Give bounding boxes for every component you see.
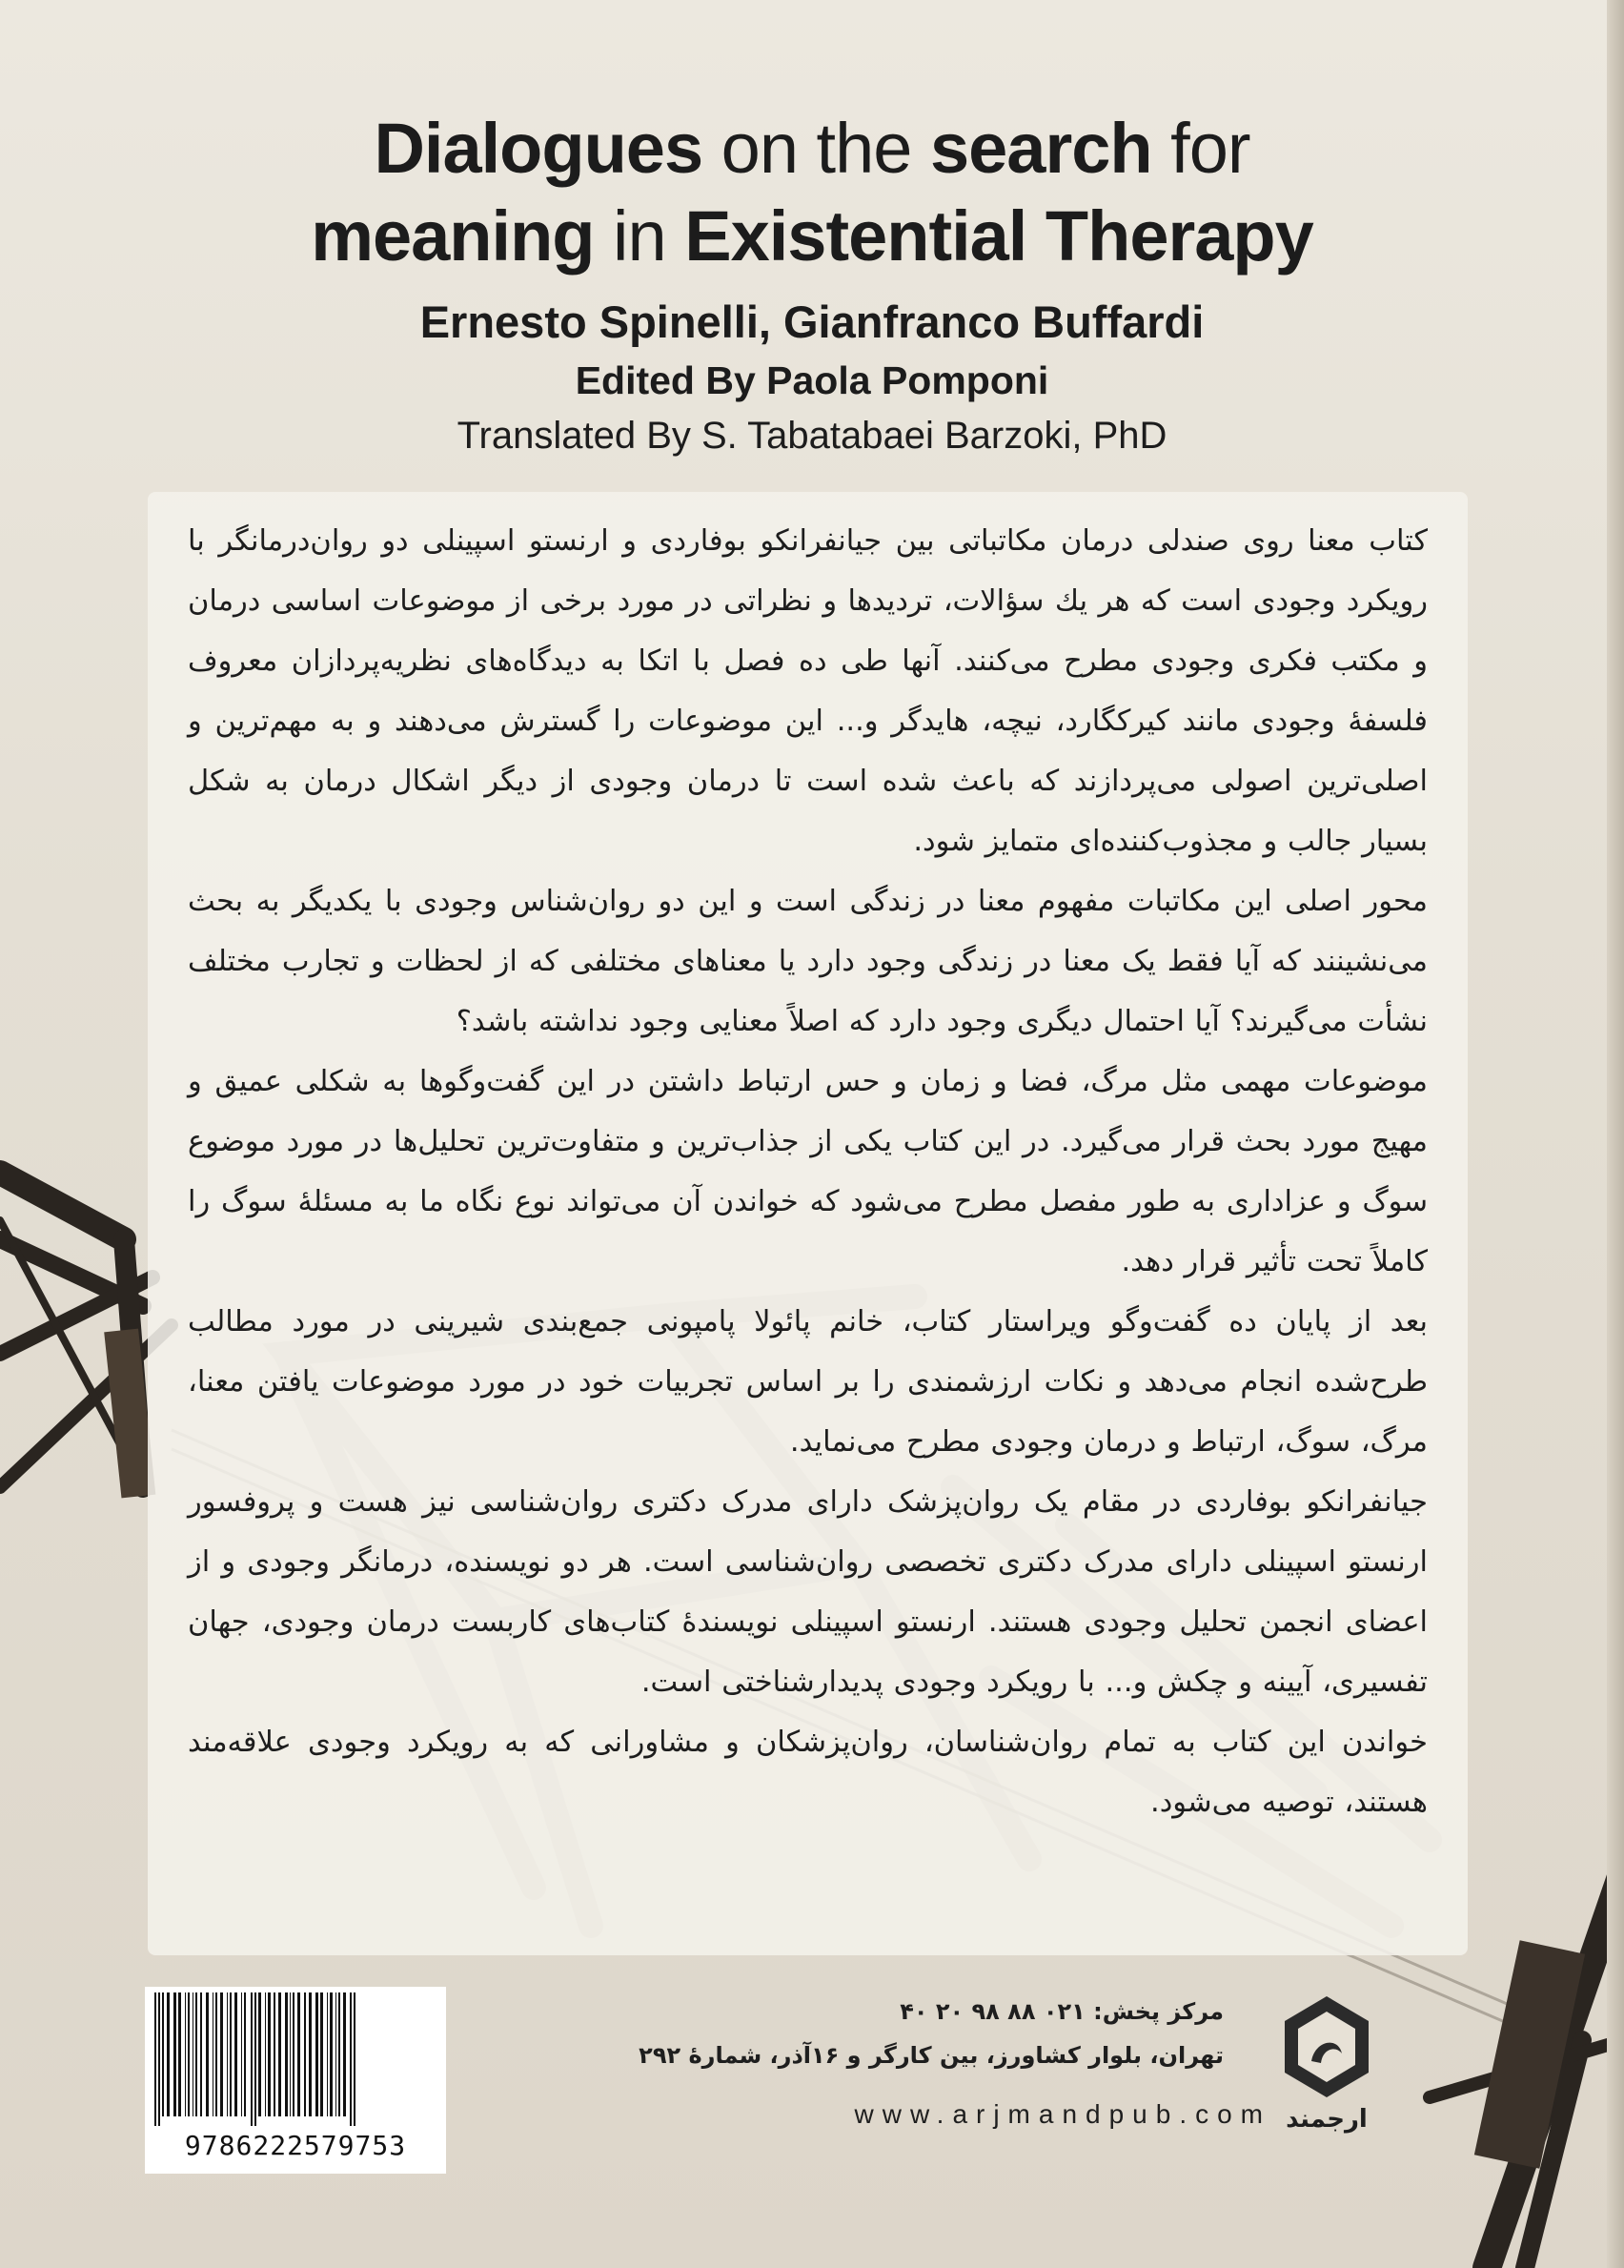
barcode-bar [173,1992,176,2116]
title-word: Existential Therapy [684,196,1313,276]
title-word: meaning [311,196,595,276]
barcode-bar [320,1992,323,2116]
barcode-bar [290,1992,291,2116]
barcode-icon [151,1992,440,2126]
barcode-bar [162,1992,164,2116]
translator-credit: Translated By S. Tabatabaei Barzoki, PhD [457,415,1167,457]
barcode-bar [200,1992,202,2116]
barcode-bar [230,1992,232,2116]
barcode-bar [220,1992,223,2116]
barcode-bar [241,1992,242,2116]
title-word: in [613,196,666,276]
blurb-paragraph: کتاب معنا روی صندلی درمان مکاتباتی بین جیانفرانکو بوفاردی و ارنستو اسپینلی دو روان‌درمانگر با رویکرد وجودی است که هر یك سؤالات، تردیدها و نظراتی در مورد برخی از موضوعات اساسی درمان و مکتب فکری وجودی مطرح می‌کنند. آنها طی ده فصل با اتکا به دیدگاه‌های نظریه‌پردازان معروف فلسفهٔ وجودی مانند کیرکگارد، نیچه، هایدگر و... این موضوعات را گسترش می‌دهند و به مهم‌ترین و اصلی‌ترین اصولی می‌پردازند که باعث شده است تا درمان وجودی از دیگر اشکال درمان به شکل بسیار جالب و مجذوب‌کننده‌ای متمایز شود. [188,524,1428,858]
barcode-bar [285,1992,288,2116]
barcode-bar [195,1992,197,2116]
barcode-bar [158,1992,160,2126]
barcode-bar [274,1992,275,2116]
barcode-bar [338,1992,340,2116]
barcode-bar [293,1992,294,2116]
barcode-bar [265,1992,266,2116]
barcode-bar [297,1992,300,2116]
barcode-bar [304,1992,306,2116]
cover-header [0,105,1624,463]
publisher-address: تهران، بلوار کشاورز، بین کارگر و ۱۶آذر، شمارهٔ ۲۹۲ [639,2042,1224,2069]
barcode-bar [254,1992,256,2126]
title-word: search [929,109,1152,188]
blurb-paragraph: بعد از پایان ده گفت‌وگو ویراستار کتاب، خانم پائولا پامپونی جمع‌بندی شیرینی در مورد مطالب طرح‌شده انجام می‌دهد و نکات ارزشمندی را بر اساس تجربیات خود در مورد موضوعات یافتن معنا، مرگ، سوگ، ارتباط و درمان وجودی مطرح می‌نماید. [188,1305,1428,1459]
blurb-box [148,492,1468,1955]
authors: Ernesto Spinelli, Gianfranco Buffardi [419,296,1205,347]
barcode-bar [258,1992,261,2116]
barcode-bar [188,1992,190,2116]
barcode-bar [343,1992,346,2116]
barcode-bar [215,1992,217,2116]
title-word: on the [721,109,912,188]
barcode-bar [185,1992,186,2116]
barcode [145,1987,446,2174]
publisher-name: ارجمند [1286,2105,1368,2134]
barcode-bar [178,1992,181,2116]
title-line-2 [0,193,1624,280]
barcode-bar [315,1992,318,2116]
blurb-paragraph: جیانفرانکو بوفاردی در مقام یک روان‌پزشک دارای مدرک دکتری روان‌شناسی نیز هست و پروفسور ارنستو اسپینلی دارای مدرک دکتری تخصصی روان‌شناسی است. هر دو نویسنده، درمانگر وجودی و از اعضای انجمن تحلیل وجودی هستند. ارنستو اسپینلی نویسندهٔ کتاب‌های کاربست درمان وجودی، جهان تفسیری، آیینه و چکش و... با رویکرد وجودی پدیدارشناختی است. [188,1485,1428,1699]
barcode-bar [167,1992,170,2116]
editor-credit: Edited By Paola Pomponi [575,358,1049,402]
barcode-bar [278,1992,281,2116]
barcode-bar [154,1992,156,2126]
arjmand-logo-icon [1281,1994,1372,2099]
blurb-paragraph: موضوعات مهمی مثل مرگ، فضا و زمان و حس ارتباط داشتن در این گفت‌وگوها به شکلی عمیق و مهیج مورد بحث قرار می‌گیرد. در این کتاب یکی از جذاب‌ترین و متفاوت‌ترین تحلیل‌ها در مورد موضوع سوگ و عزاداری به طور مفصل مطرح می‌شود که خواندن آن می‌تواند نوع نگاه ما به مسئلهٔ سوگ را کاملاً تحت تأثیر قرار دهد. [188,1065,1428,1278]
barcode-bar [327,1992,328,2116]
title-line-1 [0,105,1624,193]
barcode-bar [335,1992,336,2116]
blurb-paragraph: محور اصلی این مکاتبات مفهوم معنا در زندگی است و این دو روان‌شناس وجودی با یکدیگر به بحث می‌نشینند که آیا فقط یک معنا در زندگی وجود دارد یا معناهای مختلفی که از لحظات و تجارب مختلف نشأت می‌گیرند؟ آیا احتمال دیگری وجود دارد که اصلاً معنایی وجود نداشته باشد؟ [188,885,1428,1038]
barcode-bar [268,1992,271,2116]
barcode-bar [227,1992,228,2116]
cover-footer [0,1964,1624,2268]
distribution-phone: مرکز پخش: ۰۲۱ ۸۸ ۹۸ ۲۰ ۴۰ [900,1998,1224,2025]
barcode-bar [251,1992,253,2126]
publisher-website: www.arjmandpub.com [854,2099,1271,2129]
barcode-bar [234,1992,237,2116]
title-word: Dialogues [374,109,703,188]
barcode-bar [350,1992,352,2126]
barcode-bar [309,1992,312,2116]
title-word: for [1170,109,1250,188]
isbn-number: 9786222579753 [184,2130,407,2161]
barcode-bar [244,1992,246,2116]
barcode-bar [354,1992,355,2126]
barcode-bar [206,1992,209,2116]
barcode-bar [330,1992,333,2116]
blurb-paragraph: خواندن این کتاب به تمام روان‌شناسان، روان‌پزشکان و مشاورانی که به رویکرد وجودی علاقه‌مند هستند، توصیه می‌شود. [188,1726,1428,1819]
